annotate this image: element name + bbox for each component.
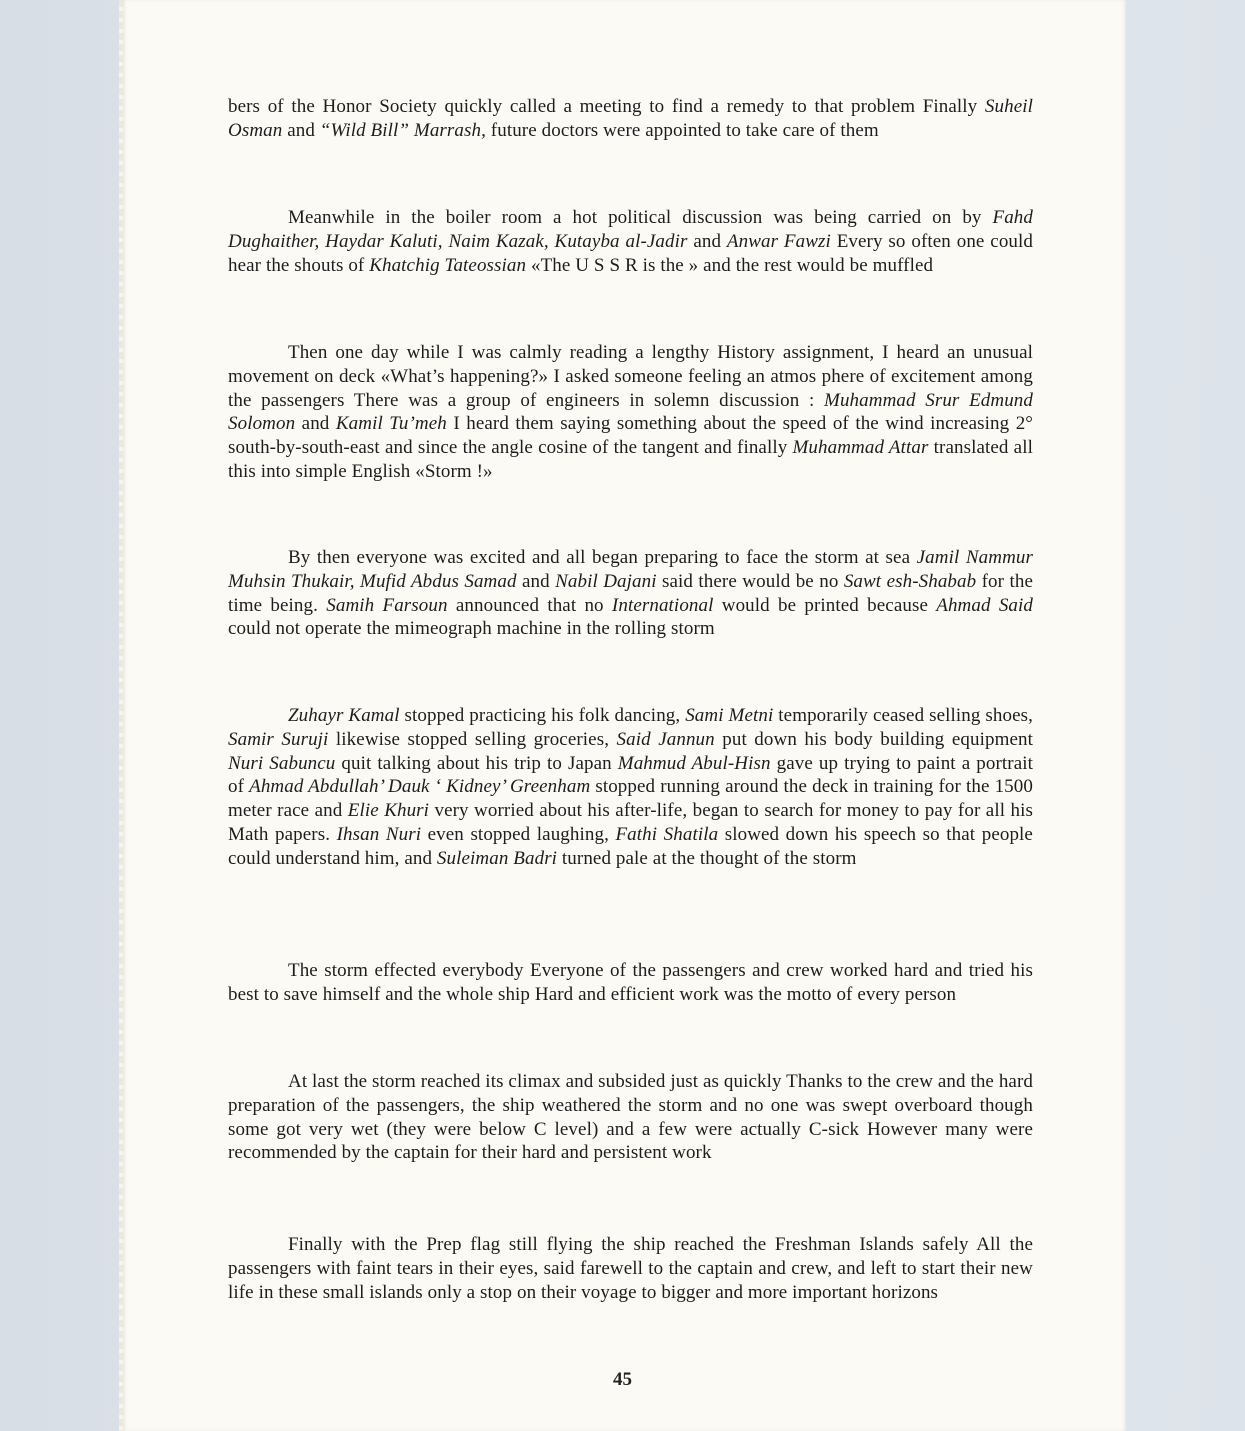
text-run: temporarily ceased selling shoes, — [773, 705, 1033, 726]
page-number: 45 — [613, 1369, 632, 1390]
italic-name: Ihsan Nuri — [336, 823, 422, 845]
text-run: By then everyone was excited and all began preparing to face the storm at sea — [288, 547, 917, 568]
text-run: At last the storm reached its climax and subsided just as quickly Thanks to the crew and the hard preparation of the passengers, the ship weathered the storm and no one was swept overboard though some got very wet (they were below C level) and a few were actually C-sick However many were recommended by the captain for their hard and persistent work — [228, 1071, 1033, 1164]
text-run: stopped running around the deck in training for the 1500 meter race and — [228, 776, 1033, 822]
text-run: slowed down his speech so that people could understand him, and — [228, 823, 1033, 869]
text-run: «The U S S R is the » and the rest would be muffled — [526, 254, 934, 276]
text-run: bers of the Honor Society quickly called a meeting to find a remedy to that problem Finally — [228, 96, 985, 117]
text-run: quit talking about his trip to Japan — [335, 752, 618, 774]
italic-name: Kamil Tu’meh — [335, 413, 447, 435]
paragraph-5 — [228, 704, 1033, 871]
text-run: The storm effected everybody Everyone of the passengers and crew worked hard and tried his best to save himself and the whole ship Hard and efficient work was the motto of every person — [228, 960, 1033, 1005]
italic-name: Samih Farsoun — [326, 594, 448, 616]
italic-name: Mahmud Abul-Hisn — [617, 752, 771, 774]
text-run: announced that no — [447, 594, 612, 616]
text-run: Finally with the Prep flag still flying the ship reached the Freshman Islands safely All the passengers with faint tears in their eyes, said farewell to the captain and crew, and left to start their new life in these small islands only a stop on their voyage to bigger and more important horizons — [228, 1234, 1033, 1303]
italic-name: Sami Metni — [685, 705, 774, 726]
paragraph-8 — [228, 1233, 1033, 1304]
text-run: Every so often one could hear the shouts of — [228, 230, 1033, 276]
text-run: and — [687, 230, 727, 252]
text-run: and — [516, 570, 556, 592]
paragraph-2 — [228, 206, 1033, 277]
paragraph-4 — [228, 546, 1033, 641]
text-run: said there would be no — [656, 570, 844, 592]
text-run: gave up trying to paint a portrait of — [228, 752, 1033, 798]
italic-name: Sawt esh-Shabab — [843, 570, 977, 592]
italic-name: Fahd Dughaither, Haydar Kaluti, Naim Kazak, Kutayba al-Jadir — [228, 207, 1033, 252]
paragraph-3 — [228, 341, 1033, 484]
italic-name: Ahmad Said — [936, 594, 1034, 616]
text-run: even stopped laughing, — [421, 823, 616, 845]
text-run: and — [282, 119, 320, 141]
paragraph-6 — [228, 959, 1033, 1007]
italic-name: Elie Khuri — [347, 800, 430, 822]
italic-name: Jamil Nammur Muhsin Thukair, Mufid Abdus Samad — [228, 547, 1033, 592]
paragraph-1 — [228, 95, 1033, 143]
text-run: Then one day while I was calmly reading a lengthy History assignment, I heard an unusual movement on deck «What’s happening?» I asked someone feeling an atmos phere of excitement among the passengers There was a group of engineers in solemn discussion : — [228, 342, 1033, 411]
italic-name: Muhammad Attar — [792, 437, 929, 459]
italic-name: Zuhayr Kamal — [288, 705, 400, 726]
italic-name: Nabil Dajani — [555, 570, 657, 592]
italic-name: Samir Suruji — [228, 728, 329, 750]
italic-name: Suleiman Badri — [436, 847, 558, 869]
italic-name: Suheil Osman — [228, 96, 1033, 141]
italic-name: Khatchig Tateossian — [369, 254, 527, 276]
text-run: could not operate the mimeograph machine in the rolling storm — [228, 618, 715, 640]
italic-name: Ahmad Abdullah’ Dauk ‘ Kidney’ Greenham — [249, 776, 591, 798]
italic-name: International — [611, 594, 714, 616]
italic-name: Muhammad Srur Edmund Solomon — [228, 389, 1033, 435]
text-run: stopped practicing his folk dancing, — [399, 705, 686, 726]
paragraph-7 — [228, 1070, 1033, 1165]
italic-name: “Wild Bill” Marrash, — [319, 119, 486, 141]
text-run: translated all this into simple English «Storm !» — [228, 437, 1033, 482]
italic-name: Said Jannun — [616, 728, 715, 750]
text-run: Meanwhile in the boiler room a hot political discussion was being carried on by — [288, 207, 993, 228]
text-run: future doctors were appointed to take care of them — [485, 119, 879, 141]
italic-name: Anwar Fawzi — [726, 230, 831, 252]
text-run: very worried about his after-life, began to search for money to pay for all his Math papers. — [228, 800, 1033, 845]
text-run: I heard them saying something about the speed of the wind increasing 2° south-by-south-east and since the angle cosine of the tangent and finally — [228, 413, 1033, 459]
italic-name: Fathi Shatila — [615, 823, 719, 845]
text-run: for the time being. — [228, 570, 1033, 616]
text-run: likewise stopped selling groceries, — [328, 728, 617, 750]
text-run: would be printed because — [713, 594, 937, 616]
text-run: and — [295, 413, 336, 435]
text-run: turned pale at the thought of the storm — [557, 847, 857, 869]
text-run: put down his body building equipment — [714, 728, 1033, 750]
italic-name: Nuri Sabuncu — [228, 752, 336, 774]
